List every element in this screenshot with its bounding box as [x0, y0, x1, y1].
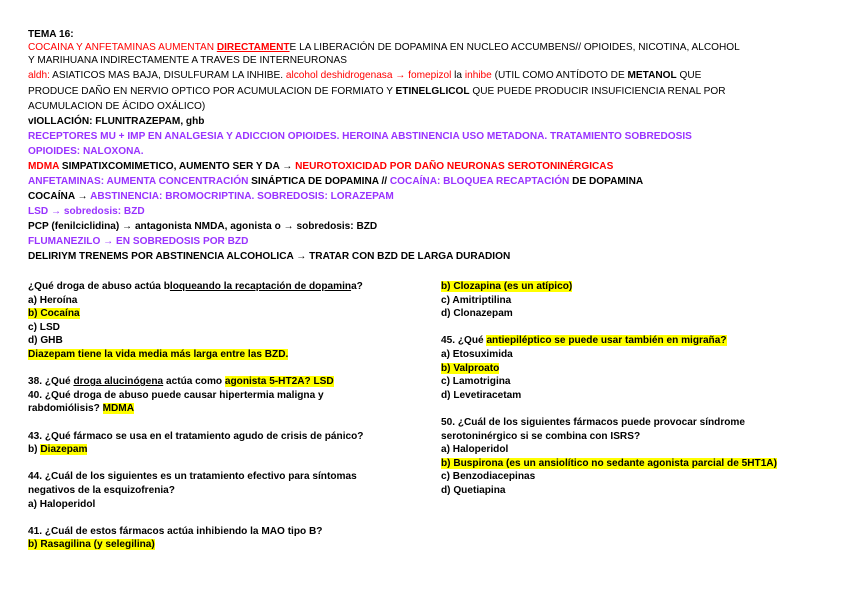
- note-1-emph: DIRECTAMENT: [216, 42, 290, 53]
- question-dopamine: [28, 280, 363, 294]
- inhibe-text: inhibe: [464, 70, 492, 81]
- option-correct: [28, 307, 363, 321]
- question-50: 50. ¿Cuál de los siguientes fármacos puede provocar síndrome: [441, 416, 746, 428]
- question-41: 41. ¿Cuál de estos fármacos actúa inhibiendo la MAO tipo B?: [28, 525, 323, 537]
- note-line-11: [28, 191, 394, 203]
- anfetaminas-text: ANFETAMINAS: AUMENTA CONCENTRACIÓN: [28, 176, 249, 187]
- note-line-1: [28, 42, 740, 54]
- note-3-que: QUE: [676, 70, 702, 81]
- q45-text: 45. ¿Qué: [441, 335, 487, 347]
- question-40: 40. ¿Qué droga de abuso puede causar hipertermia maligna y: [28, 389, 324, 401]
- note-4-rest: QUE PUEDE PRODUCIR INSUFICIENCIA RENAL POR: [469, 86, 726, 97]
- right-column: [441, 280, 777, 498]
- q38-text: 38. ¿Qué: [28, 376, 74, 388]
- note-1-rest: E LA LIBERACIÓN DE DOPAMINA EN NUCLEO ACCUMBENS// OPIOIDES, NICOTINA, ALCOHOL: [289, 42, 740, 53]
- highlight: b) Rasagilina (y selegilina): [28, 539, 155, 551]
- note-line-2: Y MARIHUANA INDIRECTAMENTE A TRAVES DE INTERNEURONAS: [28, 55, 347, 66]
- note-11-text: COCAÍNA →: [28, 191, 91, 202]
- option-correct: [441, 457, 777, 471]
- note-diazepam: [28, 348, 363, 362]
- aldh-label: aldh:: [28, 70, 50, 81]
- note-line-4: [28, 86, 726, 98]
- note-line-13: PCP (fenilciclidina) → antagonista NMDA, agonista o → sobredosis: BZD: [28, 221, 378, 232]
- highlight: antiepiléptico se puede usar también en migraña?: [486, 335, 727, 347]
- option: a) Haloperidol: [441, 444, 509, 456]
- topic-title: TEMA 16:: [28, 29, 74, 40]
- note-line-7: RECEPTORES MU + IMP EN ANALGESIA Y ADICCION OPIOIDES. HEROINA ABSTINENCIA USO METADONA. TRATAMIENTO SOBREDOSIS: [28, 131, 692, 142]
- neurotox-text: NEUROTOXICIDAD POR DAÑO NEURONAS SEROTONINÉRGICAS: [295, 161, 614, 172]
- option: d) GHB: [28, 335, 63, 347]
- note-3-util: (UTIL COMO ANTÍDOTO DE: [491, 70, 628, 81]
- option: c) Lamotrigina: [441, 376, 511, 388]
- cocaina-text: COCAÍNA: BLOQUEA RECAPTACIÓN: [389, 176, 570, 187]
- option: a) Haloperidol: [28, 498, 96, 510]
- question-43: 43. ¿Qué fármaco se usa en el tratamiento agudo de crisis de pánico?: [28, 430, 364, 442]
- highlight: agonista 5-HT2A? LSD: [224, 376, 334, 388]
- option: d) Levetiracetam: [441, 389, 522, 401]
- q1-text: ¿Qué droga de abuso actúa b: [28, 281, 170, 292]
- option-correct: [28, 443, 363, 457]
- option: a) Heroína: [28, 294, 78, 306]
- question-38: [28, 375, 363, 389]
- question-44: 44. ¿Cuál de los siguientes es un tratamiento efectivo para síntomas: [28, 471, 357, 483]
- q1-end: a?: [351, 281, 363, 292]
- question-44-cont: negativos de la esquizofrenia?: [28, 484, 175, 496]
- left-column: [28, 280, 363, 552]
- option-correct: [28, 538, 363, 552]
- q1-underlined: loqueando la recaptación de dopamin: [169, 281, 352, 292]
- note-line-5: ACUMULACION DE ÁCIDO OXÁLICO): [28, 101, 206, 112]
- note-10-text: SINÁPTICA DE DOPAMINA //: [248, 176, 390, 187]
- note-3-text: ASIATICOS MAS BAJA, DISULFURAM LA INHIBE.: [49, 70, 286, 81]
- note-3-la: la: [451, 70, 465, 81]
- highlight: b) Buspirona (es un ansiolítico no sedante agonista parcial de 5HT1A): [441, 457, 777, 469]
- option: d) Clonazepam: [441, 308, 513, 320]
- note-line-12: LSD → sobredosis: BZD: [28, 206, 145, 217]
- highlight: Diazepam: [40, 444, 88, 456]
- option: c) Amitriptilina: [441, 294, 512, 306]
- note-line-9: [28, 161, 613, 173]
- option: c) Benzodiacepinas: [441, 471, 536, 483]
- highlight: MDMA: [102, 403, 135, 415]
- fomepizol-text: alcohol deshidrogenasa → fomepizol: [285, 70, 452, 81]
- question-50-cont: serotoninérgico si se combina con ISRS?: [441, 430, 641, 442]
- note-line-6: vIOLLACIÓN: FLUNITRAZEPAM, ghb: [28, 116, 205, 127]
- note-4-text: PRODUCE DAÑO EN NERVIO OPTICO POR ACUMULACION DE FORMIATO Y: [28, 86, 396, 97]
- note-line-8: OPIOIDES: NALOXONA.: [28, 146, 144, 157]
- option: a) Etosuximida: [441, 348, 513, 360]
- option: c) LSD: [28, 321, 60, 333]
- question-45: [441, 334, 777, 348]
- note-9-text: SIMPATIXCOMIMETICO, AUMENTO SER Y DA →: [59, 161, 296, 172]
- note-line-10: [28, 176, 643, 188]
- option: d) Quetiapina: [441, 484, 506, 496]
- highlight: Diazepam tiene la vida media más larga entre las BZD.: [28, 348, 289, 360]
- highlight: b) Valproato: [441, 362, 500, 374]
- q38-mid: actúa como: [163, 376, 225, 388]
- note-line-14: FLUMANEZILO → EN SOBREDOSIS POR BZD: [28, 236, 249, 247]
- highlight: b) Clozapina (es un atípico): [441, 281, 573, 292]
- etinelglicol-text: ETINELGLICOL: [395, 86, 470, 97]
- q43-prefix: b): [28, 444, 41, 456]
- note-line-15: DELIRIYM TRENEMS POR ABSTINENCIA ALCOHOLICA → TRATAR CON BZD DE LARGA DURADION: [28, 251, 511, 262]
- q40-text: rabdomiólisis?: [28, 403, 103, 415]
- metanol-text: METANOL: [627, 70, 677, 81]
- q38-underlined: droga alucinógena: [73, 376, 164, 388]
- highlight: b) Cocaína: [28, 308, 80, 320]
- note-10-rest: DE DOPAMINA: [569, 176, 644, 187]
- note-1-red: COCAINA Y ANFETAMINAS AUMENTAN: [28, 42, 217, 53]
- option-correct: [441, 280, 777, 294]
- option-correct: [441, 362, 777, 376]
- mdma-label: MDMA: [28, 161, 60, 172]
- question-40-cont: [28, 402, 363, 416]
- abstinencia-text: ABSTINENCIA: BROMOCRIPTINA. SOBREDOSIS: LORAZEPAM: [90, 191, 394, 202]
- note-line-3: [28, 70, 701, 82]
